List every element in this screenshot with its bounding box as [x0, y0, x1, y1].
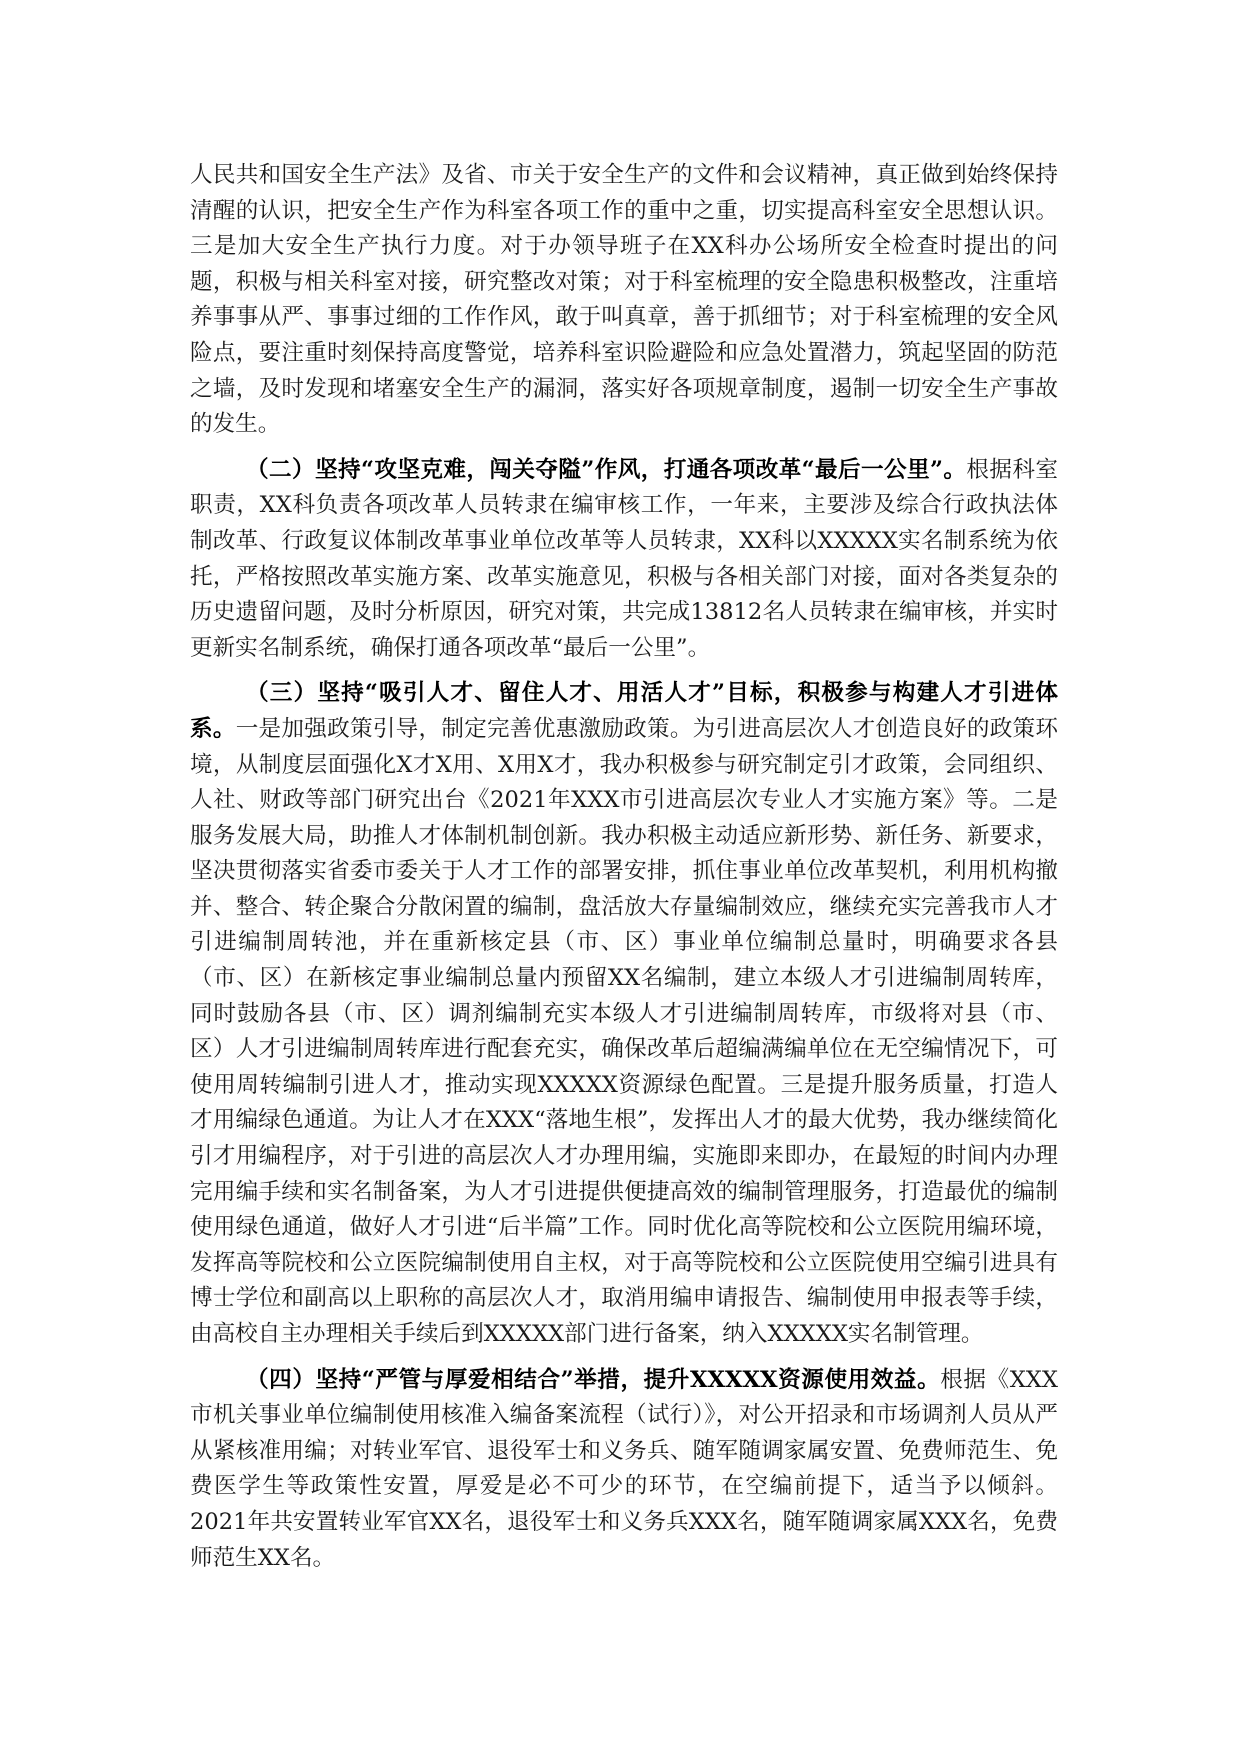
section-heading: （四）坚持“严管与厚爱相结合”举措，提升XXXXX资源使用效益。 — [246, 1366, 941, 1393]
document-body — [190, 158, 1058, 1576]
paragraph-text: 人民共和国安全生产法》及省、市关于安全生产的文件和会议精神，真正做到始终保持清醒的认识，把安全生产作为科室各项工作的重中之重，切实提高科室安全思想认识。三是加大安全生产执行力度。对于办领导班子在XX科办公场所安全检查时提出的问题，积极与相关科室对接，研究整改对策；对于科室梳理的安全隐患积极整改，注重培养事事从严、事事过细的工作作风，敢于叫真章，善于抓细节；对于科室梳理的安全风险点，要注重时刻保持高度警觉，培养科室识险避险和应急处置潜力，筑起坚固的防范之墙，及时发现和堵塞安全生产的漏洞，落实好各项规章制度，遏制一切安全生产事故的发生。 — [190, 162, 1058, 438]
section-reform — [190, 453, 1058, 667]
paragraph-safety-production — [190, 158, 1058, 443]
section-heading: （三）坚持“吸引人才、留住人才、用活人才”目标，积极参与构建人才引进体系。 — [190, 680, 1058, 742]
section-body: 根据科室职责，XX科负责各项改革人员转隶在编审核工作，一年来，主要涉及综合行政执法体制改革、行政复议体制改革事业单位改革等人员转隶，XX科以XXXXX实名制系统为依托，严格按照改革实施方案、改革实施意见，积极与各相关部门对接，面对各类复杂的历史遗留问题，及时分析原因，研究对策，共完成13812名人员转隶在编审核，并实时更新实名制系统，确保打通各项改革“最后一公里”。 — [190, 456, 1058, 661]
section-body: 一是加强政策引导，制定完善优惠激励政策。为引进高层次人才创造良好的政策环境，从制度层面强化X才X用、X用X才，我办积极参与研究制定引才政策，会同组织、人社、财政等部门研究出台《2021年XXX市引进高层次专业人才实施方案》等。二是服务发展大局，助推人才体制机制创新。我办积极主动适应新形势、新任务、新要求，坚决贯彻落实省委市委关于人才工作的部署安排，抓住事业单位改革契机，利用机构撤并、整合、转企聚合分散闲置的编制，盘活放大存量编制效应，继续充实完善我市人才引进编制周转池，并在重新核定县（市、区）事业单位编制总量时，明确要求各县（市、区）在新核定事业编制总量内预留XX名编制，建立本级人才引进编制周转库，同时鼓励各县（市、区）调剂编制充实本级人才引进编制周转库，市级将对县（市、区）人才引进编制周转库进行配套充实，确保改革后超编满编单位在无空编情况下，可使用周转编制引进人才，推动实现XXXXX资源绿色配置。三是提升服务质量，打造人才用编绿色通道。为让人才在XXX“落地生根”，发挥出人才的最大优势，我办继续简化引才用编程序，对于引进的高层次人才办理用编，实施即来即办，在最短的时间内办理完用编手续和实名制备案，为人才引进提供便捷高效的编制管理服务，打造最优的编制使用绿色通道，做好人才引进“后半篇”工作。同时优化高等院校和公立医院用编环境，发挥高等院校和公立医院编制使用自主权，对于高等院校和公立医院使用空编引进具有博士学位和副高以上职称的高层次人才，取消用编申请报告、编制使用申报表等手续，由高校自主办理相关手续后到XXXXX部门进行备案，纳入XXXXX实名制管理。 — [190, 715, 1059, 1347]
section-body: 根据《XXX市机关事业单位编制使用核准入编备案流程（试行）》，对公开招录和市场调剂人员从严从紧核准用编；对转业军官、退役军士和义务兵、随军随调家属安置、免费师范生、免费医学生等政策性安置，厚爱是必不可少的环节，在空编前提下，适当予以倾斜。2021年共安置转业军官XX名，退役军士和义务兵XXX名，随军随调家属XXX名，免费师范生XX名。 — [190, 1366, 1058, 1571]
section-talent — [190, 676, 1058, 1352]
section-heading: （二）坚持“攻坚克难，闯关夺隘”作风，打通各项改革“最后一公里”。 — [246, 456, 967, 483]
section-resource-efficiency — [190, 1363, 1058, 1577]
